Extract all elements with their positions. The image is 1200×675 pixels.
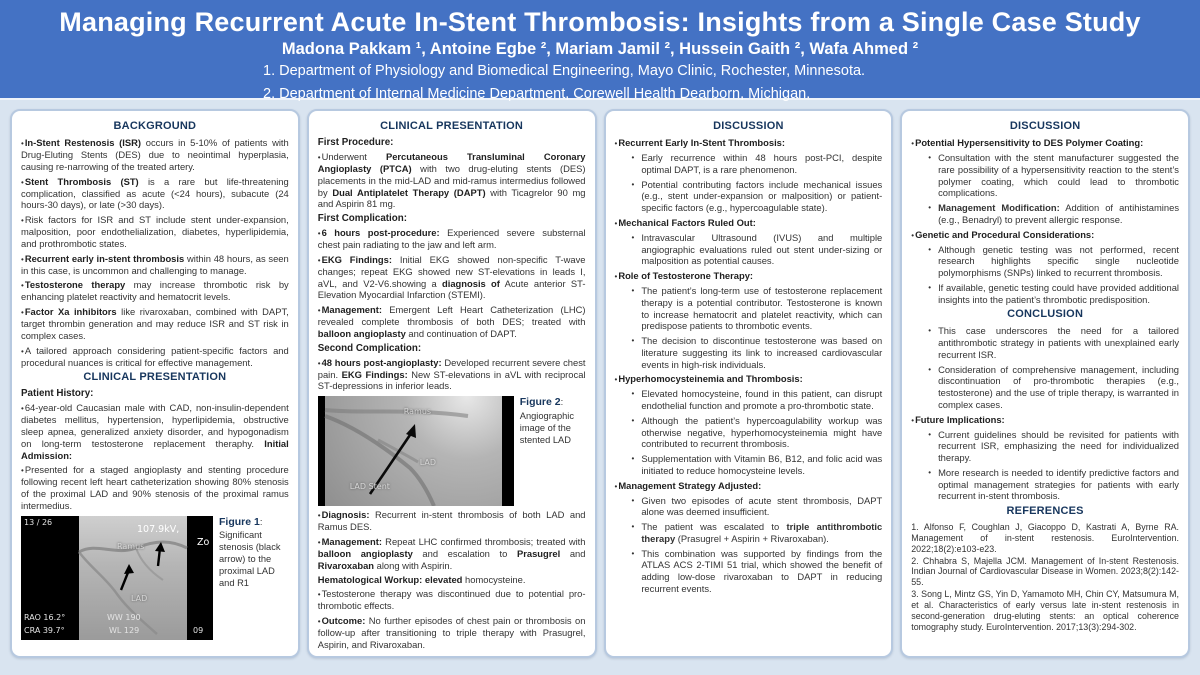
- bullet-marker: •: [21, 466, 24, 476]
- bullet-marker: •: [614, 481, 618, 491]
- bullet-marker: •: [911, 230, 915, 240]
- rao-angle: RAO 16.2°: [24, 612, 66, 622]
- bullet-item: •Recurrent Early In-Stent Thrombosis:: [614, 137, 786, 148]
- bullet-item: •Underwent Percutaneous Transluminal Coronary Angioplasty (PTCA) with two drug-eluting stents (DES) placements in the mid-LAD and mid-ramus intermedius followed by Dual Antiplatelet Therapy (DAPT) with Ticagrelor 90 mg and Aspirin 81 mg.: [317, 151, 586, 210]
- reference-item: 2. Chhabra S, Majella JCM. Management of In-stent Restenosis. Indian Journal of Cardiovascular Disease in Women. 2023;8(2):142-55.: [911, 555, 1179, 588]
- bullet-item: •64-year-old Caucasian male with CAD, non-insulin-dependent diabetes mellitus, hypertension, hyperlipidemia, obstructive sleep apnea, generalized anxiety disorder, and hypogonadism on long-term testosterone replacement theraphy. Initial Admission:: [21, 402, 289, 461]
- section-heading: DISCUSSION: [1009, 120, 1081, 132]
- sub-bullet-item: • Early recurrence within 48 hours post-PCI, despite optimal DAPT, is a rare phenomenon.: [631, 152, 883, 175]
- section-heading: BACKGROUND: [113, 120, 197, 132]
- bullet-item: •Testosterone therapy may increase thrombotic risk by enhancing platelet reactivity and hematocrit levels.: [21, 279, 289, 303]
- bullet-item: •A tailored approach considering patient-specific factors and procedural nuances is critical for effective management.: [21, 344, 289, 368]
- bullet-marker: •: [21, 254, 24, 264]
- bullet-marker: •: [21, 346, 24, 356]
- bullet-marker: •: [317, 537, 321, 547]
- section-heading: DISCUSSION: [713, 120, 784, 132]
- sub-bullet-item: • Supplementation with Vitamin B6, B12, and folic acid was initiated to reduce homocysteine levels.: [631, 453, 883, 476]
- panel-discussion-2: [900, 109, 1190, 658]
- bullet-item: •Management: Emergent Left Heart Catheterization (LHC) revealed complete thrombosis of both DES; treated with balloon angioplasty and continuation of DAPT.: [317, 304, 586, 339]
- bullet-item: •Factor Xa inhibitors like rivaroxaban, combined with DAPT, target thrombin generation and may reduce ISR and ST risk in complex cases.: [21, 306, 289, 341]
- section-heading: CLINICAL PRESENTATION: [380, 120, 524, 132]
- bullet-marker: •: [614, 375, 618, 385]
- timestamp-fragment: 09: [193, 625, 204, 635]
- window-width: WW 190: [107, 612, 141, 622]
- sub-bullet-item: • Current guidelines should be revisited for patients with recurrent ISR, emphasizing the need for individualized therapy.: [928, 428, 1179, 463]
- figure-1-caption-title: Figure 1: [219, 515, 260, 528]
- bullet-marker: •: [928, 467, 932, 477]
- sub-bullet-item: • Consideration of comprehensive management, including discontinuation of pro-thrombotic therapies (e.g., testosterone) and the use of triple therapy, is warranted in complex cases.: [928, 363, 1179, 410]
- figure-2-caption-text: : Angiographic image of the stented LAD: [519, 397, 575, 445]
- panel-background: [10, 109, 300, 658]
- bullet-marker: •: [317, 153, 321, 162]
- sub-bullet-item: • Although genetic testing was not performed, recent research highlights specific single nucleotide polymorphisms (SNPs) linked to recurrent thrombosis.: [928, 243, 1179, 278]
- bullet-item: •Presented for a staged angioplasty and stenting procedure following recent left heart catheterization showing 80% stenosis of the proximal LAD and 90% stenosis of the proximal ramus intermedius.: [21, 464, 289, 511]
- bullet-marker: •: [317, 590, 321, 600]
- ramus-label: Ramus: [403, 407, 432, 416]
- bullet-marker: •: [21, 139, 24, 148]
- bullet-marker: •: [21, 177, 24, 187]
- text-line: Hematological Workup: elevated homocysteine.: [317, 574, 526, 586]
- window-level: WL 129: [109, 625, 140, 635]
- section-heading: CONCLUSION: [1007, 308, 1084, 321]
- figure-1-caption: [219, 516, 289, 640]
- bullet-marker: •: [317, 358, 321, 368]
- reference-item: 1. Alfonso F, Coughlan J, Giacoppo D, Kastrati A, Byrne RA. Management of in-stent restenosis. EuroIntervention. 2022;18(2):e103-e23.: [911, 522, 1179, 554]
- bullet-marker: •: [631, 495, 635, 505]
- bullet-item: •Genetic and Procedural Considerations:: [911, 228, 1095, 240]
- bullet-item: •Potential Hypersensitivity to DES Polymer Coating:: [911, 137, 1144, 148]
- affiliation-item: 1. Department of Physiology and Biomedical Engineering, Mayo Clinic, Rochester, Minnesota.: [263, 63, 866, 79]
- sub-heading: First Procedure:: [317, 137, 394, 148]
- sub-bullet-item: • If available, genetic testing could have provided additional insights into the patient’s thrombotic predisposition.: [928, 281, 1179, 305]
- bullet-marker: •: [21, 216, 24, 225]
- bullet-marker: •: [317, 511, 321, 520]
- sub-bullet-item: • Consultation with the stent manufacturer suggested the rare possibility of a hypersensitivity reaction to the stent’s polymer coating, which could lead to thrombotic complications.: [928, 152, 1179, 199]
- bullet-item: •Stent Thrombosis (ST) is a rare but life-threatening complication, classified as acute (<24 hours), subacute (24 hours-30 days), or late (>30 days).: [21, 175, 289, 211]
- figure-1-angiogram: [21, 516, 213, 640]
- bullet-item: •Future Implications:: [911, 413, 1005, 425]
- bullet-item: •Management Strategy Adjusted:: [614, 479, 762, 491]
- lad-label: LAD: [419, 458, 437, 467]
- sub-bullet-item: • Intravascular Ultrasound (IVUS) and multiple angiographic evaluations ruled out stent under-sizing or malposition as potential causes.: [631, 231, 883, 267]
- bullet-marker: •: [928, 364, 932, 374]
- bullet-marker: •: [631, 522, 635, 531]
- bullet-marker: •: [614, 218, 618, 228]
- figure-2-caption: [520, 396, 586, 506]
- bullet-marker: •: [631, 454, 635, 463]
- bullet-item: •Outcome: No further episodes of chest pain or thrombosis on follow-up after transitioning to triple therapy with Prasugrel, Aspirin, and Rivaroxaban.: [317, 615, 586, 650]
- zoom-readout: Zo: [197, 536, 210, 548]
- figure-2-angiogram: [318, 396, 514, 506]
- bullet-item: •Hyperhomocysteinemia and Thrombosis:: [614, 373, 803, 385]
- bullet-marker: •: [928, 244, 932, 254]
- figure-1-caption-text: : Significant stenosis (black arrow) to the proximal LAD and R1: [219, 516, 281, 589]
- bullet-item: •6 hours post-procedure: Experienced severe substernal chest pain radiating to the jaw and left arm.: [317, 227, 586, 250]
- figure-2-caption-title: Figure 2: [519, 396, 561, 408]
- frame-counter: 13 / 26: [24, 517, 53, 527]
- sub-bullet-item: • This case underscores the need for a tailored antithrombotic strategy in patients with unexplained early recurrent ISR.: [928, 325, 1179, 360]
- sub-bullet-item: • Although the patient’s hypercoagulability workup was otherwise negative, hyperhomocysteinemia might have contributed to recurrent thrombosis.: [631, 414, 883, 450]
- poster-header: [0, 0, 1200, 100]
- sub-bullet-item: • The decision to discontinue testosterone was based on literature suggesting its link to increased cardiovascular events in high-risk individuals.: [631, 335, 883, 370]
- affiliation-item: 2. Department of Internal Medicine Department, Corewell Health Dearborn, Michigan.: [263, 86, 811, 102]
- bullet-marker: •: [631, 286, 635, 295]
- bullet-marker: •: [928, 203, 932, 212]
- sub-bullet-item: • The patient was escalated to triple antithrombotic therapy (Prasugrel + Aspirin + Rivaroxaban).: [631, 521, 883, 544]
- bullet-item: •Mechanical Factors Ruled Out:: [614, 216, 756, 228]
- sub-heading: First Complication:: [317, 213, 408, 224]
- lad-stent-label: LAD Stent: [349, 482, 390, 491]
- poster-body: [0, 100, 1200, 658]
- bullet-marker: •: [317, 229, 321, 238]
- sub-bullet-item: • The patient’s long-term use of testosterone replacement therapy is a potential contributor. Testosterone is known to increase hematocrit and platelet reactivity, which can predispose patients to thrombotic events.: [631, 285, 883, 332]
- ramus-label: Ramus: [117, 541, 145, 551]
- reference-item: 3. Song L, Mintz GS, Yin D, Yamamoto MH, Chin CY, Matsumura M, et al. Characteristics of early versus late in-stent restenosis in second-generation drug-eluting stents: an optical coherence tomography study. EuroIntervention. 2017;13(3):294-302.: [911, 589, 1179, 632]
- bullet-marker: •: [614, 272, 618, 281]
- bullet-item: •Recurrent early in-stent thrombosis within 48 hours, as seen in this case, is uncommon and challenging to manage.: [21, 252, 289, 276]
- kv-readout: 107.9kV,: [137, 523, 180, 535]
- bullet-marker: •: [911, 415, 915, 425]
- section-heading: CLINICAL PRESENTATION: [83, 371, 227, 384]
- cra-angle: CRA 39.7°: [24, 625, 65, 635]
- bullet-item: •Diagnosis: Recurrent in-stent thrombosis of both LAD and Ramus DES.: [317, 509, 586, 532]
- sub-heading: Patient History:: [21, 388, 94, 400]
- figure-2: [318, 396, 586, 506]
- bullet-marker: •: [631, 153, 635, 162]
- bullet-marker: •: [21, 308, 24, 317]
- bullet-marker: •: [317, 306, 321, 315]
- bullet-marker: •: [21, 404, 24, 414]
- lad-label: LAD: [131, 593, 148, 603]
- sub-bullet-item: • More research is needed to identify predictive factors and optimal management strategies for patients with early recurrent in-stent thrombosis.: [928, 466, 1179, 502]
- bullet-marker: •: [928, 326, 932, 336]
- bullet-item: •Management: Repeat LHC confirmed thrombosis; treated with balloon angioplasty and escalation to Prasugrel and Rivaroxaban along with Aspirin.: [317, 535, 586, 571]
- bullet-marker: •: [928, 153, 932, 162]
- bullet-marker: •: [631, 389, 635, 399]
- bullet-item: •EKG Findings: Initial EKG showed non-specific T-wave changes; repeat EKG showed new ST-elevations in leads I, aVL, and V2-V6.showing a diagnosis of Acute anterior ST-Elevation Myocardial Infarction (STEMI).: [317, 253, 586, 301]
- bullet-item: •48 hours post-angioplasty: Developed recurrent severe chest pain. EKG Findings: New ST-elevations in aVL with reciprocal ST-depressions in inferior leads.: [317, 356, 586, 392]
- sub-bullet-item: • This combination was supported by findings from the ATLAS ACS 2-TIMI 51 trial, which showed the benefit of adding low-dose rivaroxaban to DAPT in reducing recurrent events.: [631, 547, 883, 594]
- authors-line: Madona Pakkam ¹, Antoine Egbe ², Mariam Jamil ², Hussein Gaith ², Wafa Ahmed ²: [281, 40, 919, 58]
- panel-discussion-1: [604, 109, 894, 658]
- sub-bullet-item: • Elevated homocysteine, found in this patient, can disrupt endothelial function and promote a pro-thrombotic state.: [631, 388, 883, 411]
- bullet-item: •In-Stent Restenosis (ISR) occurs in 5-10% of patients with Drug-Eluting Stents (DES) due to neointimal hyperplasia, causing re-narrowing of the treated artery.: [21, 137, 289, 172]
- bullet-marker: •: [631, 232, 635, 242]
- bullet-item: •Risk factors for ISR and ST include stent under-expansion, malposition, poor endothelialization, diabetes, hyperlipidemia, and prothrombotic states.: [21, 214, 289, 249]
- sub-bullet-item: • Given two episodes of acute stent thrombosis, DAPT alone was deemed insufficient.: [631, 494, 883, 518]
- bullet-item: •Role of Testosterone Therapy:: [614, 270, 754, 281]
- sub-bullet-item: • Potential contributing factors include mechanical issues (e.g., stent under-expansion or malposition) or patient-specific factors (e.g., hypercoagulable state).: [631, 178, 883, 213]
- bullet-marker: •: [631, 336, 635, 345]
- panel-clinical-presentation: [307, 109, 597, 658]
- bullet-item: •Testosterone therapy was discontinued due to potential pro-thrombotic effects.: [317, 588, 586, 612]
- sub-heading: Second Complication:: [317, 342, 422, 354]
- figure-1: [21, 516, 289, 640]
- bullet-marker: •: [317, 255, 321, 265]
- poster-title: Managing Recurrent Acute In-Stent Thrombosis: Insights from a Single Case Study: [59, 7, 1141, 37]
- bullet-marker: •: [317, 617, 321, 626]
- bullet-marker: •: [928, 429, 932, 439]
- bullet-marker: •: [911, 139, 915, 148]
- bullet-marker: •: [614, 139, 618, 148]
- bullet-marker: •: [21, 281, 24, 291]
- affiliations: [263, 63, 1200, 102]
- bullet-marker: •: [631, 548, 635, 558]
- section-heading: REFERENCES: [1006, 505, 1084, 517]
- bullet-marker: •: [928, 282, 932, 292]
- bullet-marker: •: [631, 179, 635, 189]
- sub-bullet-item: • Management Modification: Addition of antihistamines (e.g., Benadryl) to prevent allergic response.: [928, 202, 1180, 225]
- bullet-marker: •: [631, 415, 635, 425]
